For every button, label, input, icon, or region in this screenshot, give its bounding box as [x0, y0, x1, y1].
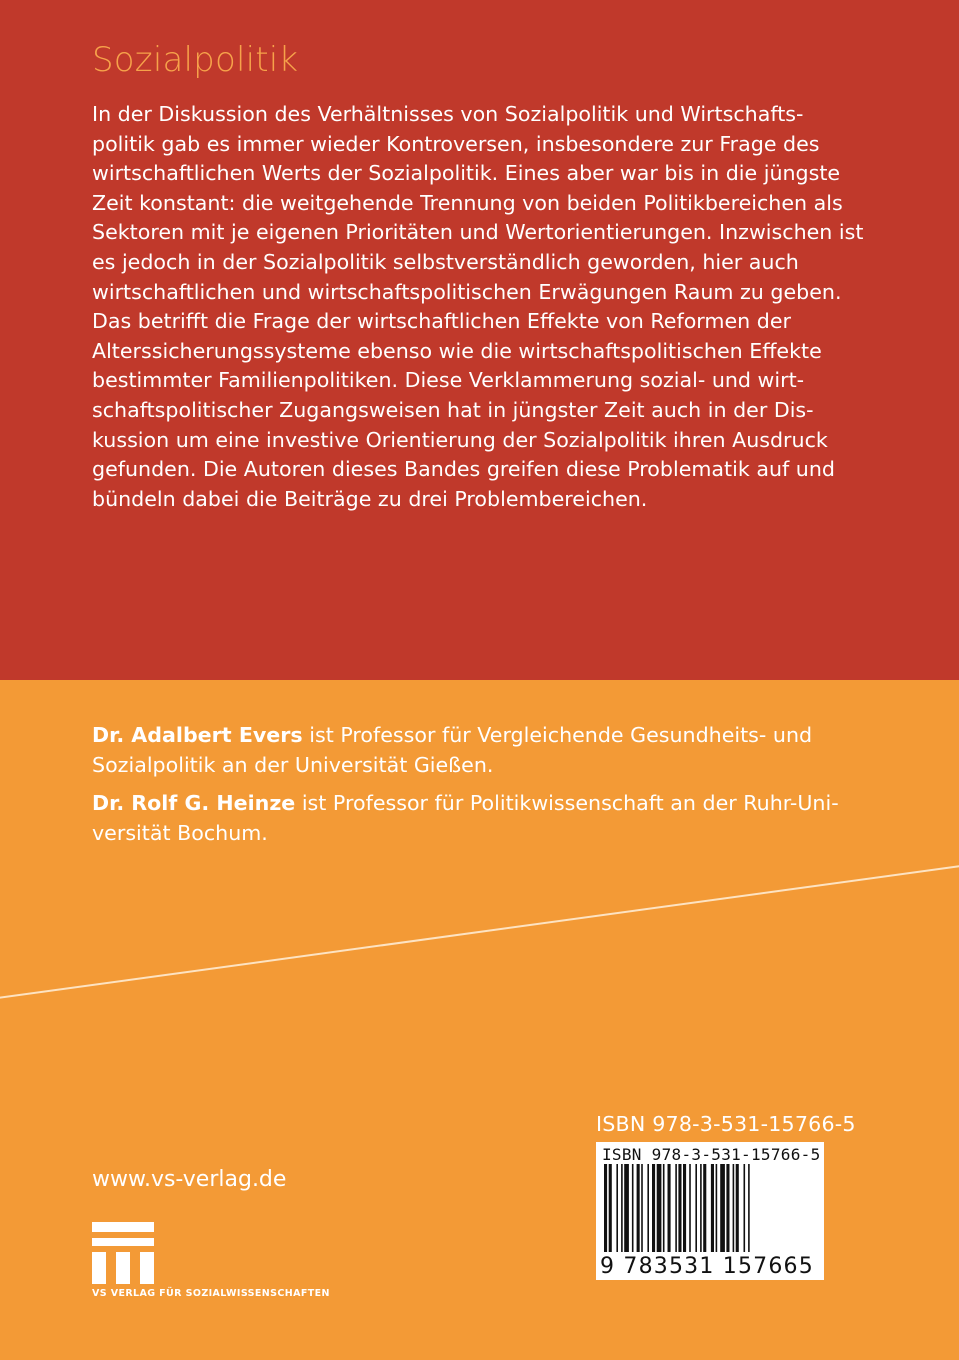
author-bios — [92, 720, 872, 856]
barcode-bar — [637, 1164, 640, 1252]
author-name: Dr. Adalbert Evers — [92, 723, 303, 747]
barcode-bar — [668, 1164, 671, 1252]
barcode-bar — [663, 1164, 665, 1252]
barcode-bar — [689, 1164, 691, 1252]
barcode-bars — [596, 1164, 824, 1256]
barcode-bar — [683, 1164, 686, 1252]
barcode-bar — [711, 1164, 714, 1252]
barcode-bar — [716, 1164, 718, 1252]
barcode-bar — [703, 1164, 706, 1252]
barcode-bar — [657, 1164, 662, 1252]
barcode-bar — [652, 1164, 655, 1252]
barcode-bar — [647, 1164, 649, 1252]
barcode-bar — [720, 1164, 725, 1252]
barcode-bar — [726, 1164, 729, 1252]
website-link[interactable]: www.vs-verlag.de — [92, 1167, 287, 1192]
isbn-label: ISBN 978-3-531-15766-5 — [596, 1112, 856, 1136]
book-description: In der Diskussion des Verhältnisses von Sozialpolitik und Wirtschafts- politik gab es immer wieder Kontroversen, insbesondere zur Frage des wirtschaftlichen Werts der Sozialpolitik. Eines aber war bis in die jüngste Zeit konstant: die weitgehende Trennung von beiden Politikbereichen als Sektoren mit je eigenen Prioritäten und Wertorientierungen. Inzwischen ist es jedoch in der Sozialpolitik selbstverständlich geworden, hier auch wirtschaftlichen und wirtschaftspolitischen Erwägungen Raum zu geben. Das betrifft die Frage der wirtschaftlichen Effekte von Reformen der Alterssicherungssysteme ebenso wie die wirtschaftspolitischen Effekte bestimmter Familienpolitiken. Diese Verklammerung sozial- und wirt- schaftspolitischer Zugangsweisen hat in jüngster Zeit auch in der Dis- kussion um eine investive Orientierung der Sozialpolitik ihren Ausdruck gefunden. Die Autoren dieses Bandes greifen diese Problematik auf und bündeln dabei die Beiträge zu drei Problembereichen. — [92, 102, 864, 511]
author-description: ist Professor für Politikwissenschaft an der Ruhr-Uni- versität Bochum. — [92, 791, 839, 845]
barcode-bar — [744, 1164, 746, 1252]
author-name: Dr. Rolf G. Heinze — [92, 791, 296, 815]
barcode-bar — [624, 1164, 629, 1252]
series-title: Sozialpolitik — [92, 40, 299, 80]
barcode-bar — [748, 1164, 750, 1252]
barcode-bar — [632, 1164, 634, 1252]
barcode-bar — [621, 1164, 623, 1252]
barcode — [596, 1142, 824, 1280]
author-bio — [92, 720, 872, 780]
barcode-bar — [675, 1164, 677, 1252]
barcode-bar — [733, 1164, 735, 1252]
barcode-digits: 9 783531 157665 — [600, 1254, 814, 1279]
barcode-bar — [736, 1164, 739, 1252]
barcode-bar — [695, 1164, 697, 1252]
barcode-bar — [609, 1164, 612, 1252]
barcode-isbn-text: ISBN 978-3-531-15766-5 — [602, 1145, 821, 1164]
author-bio — [92, 788, 872, 848]
barcode-bar — [678, 1164, 681, 1252]
barcode-bar — [700, 1164, 702, 1252]
barcode-bar — [604, 1164, 607, 1252]
publisher-name: VS VERLAG FÜR SOZIALWISSENSCHAFTEN — [92, 1288, 330, 1299]
publisher-logo-icon — [92, 1222, 154, 1284]
barcode-bar — [616, 1164, 618, 1252]
barcode-bar — [641, 1164, 643, 1252]
author-description: ist Professor für Vergleichende Gesundheits- und Sozialpolitik an der Universität Gießen. — [92, 723, 813, 777]
